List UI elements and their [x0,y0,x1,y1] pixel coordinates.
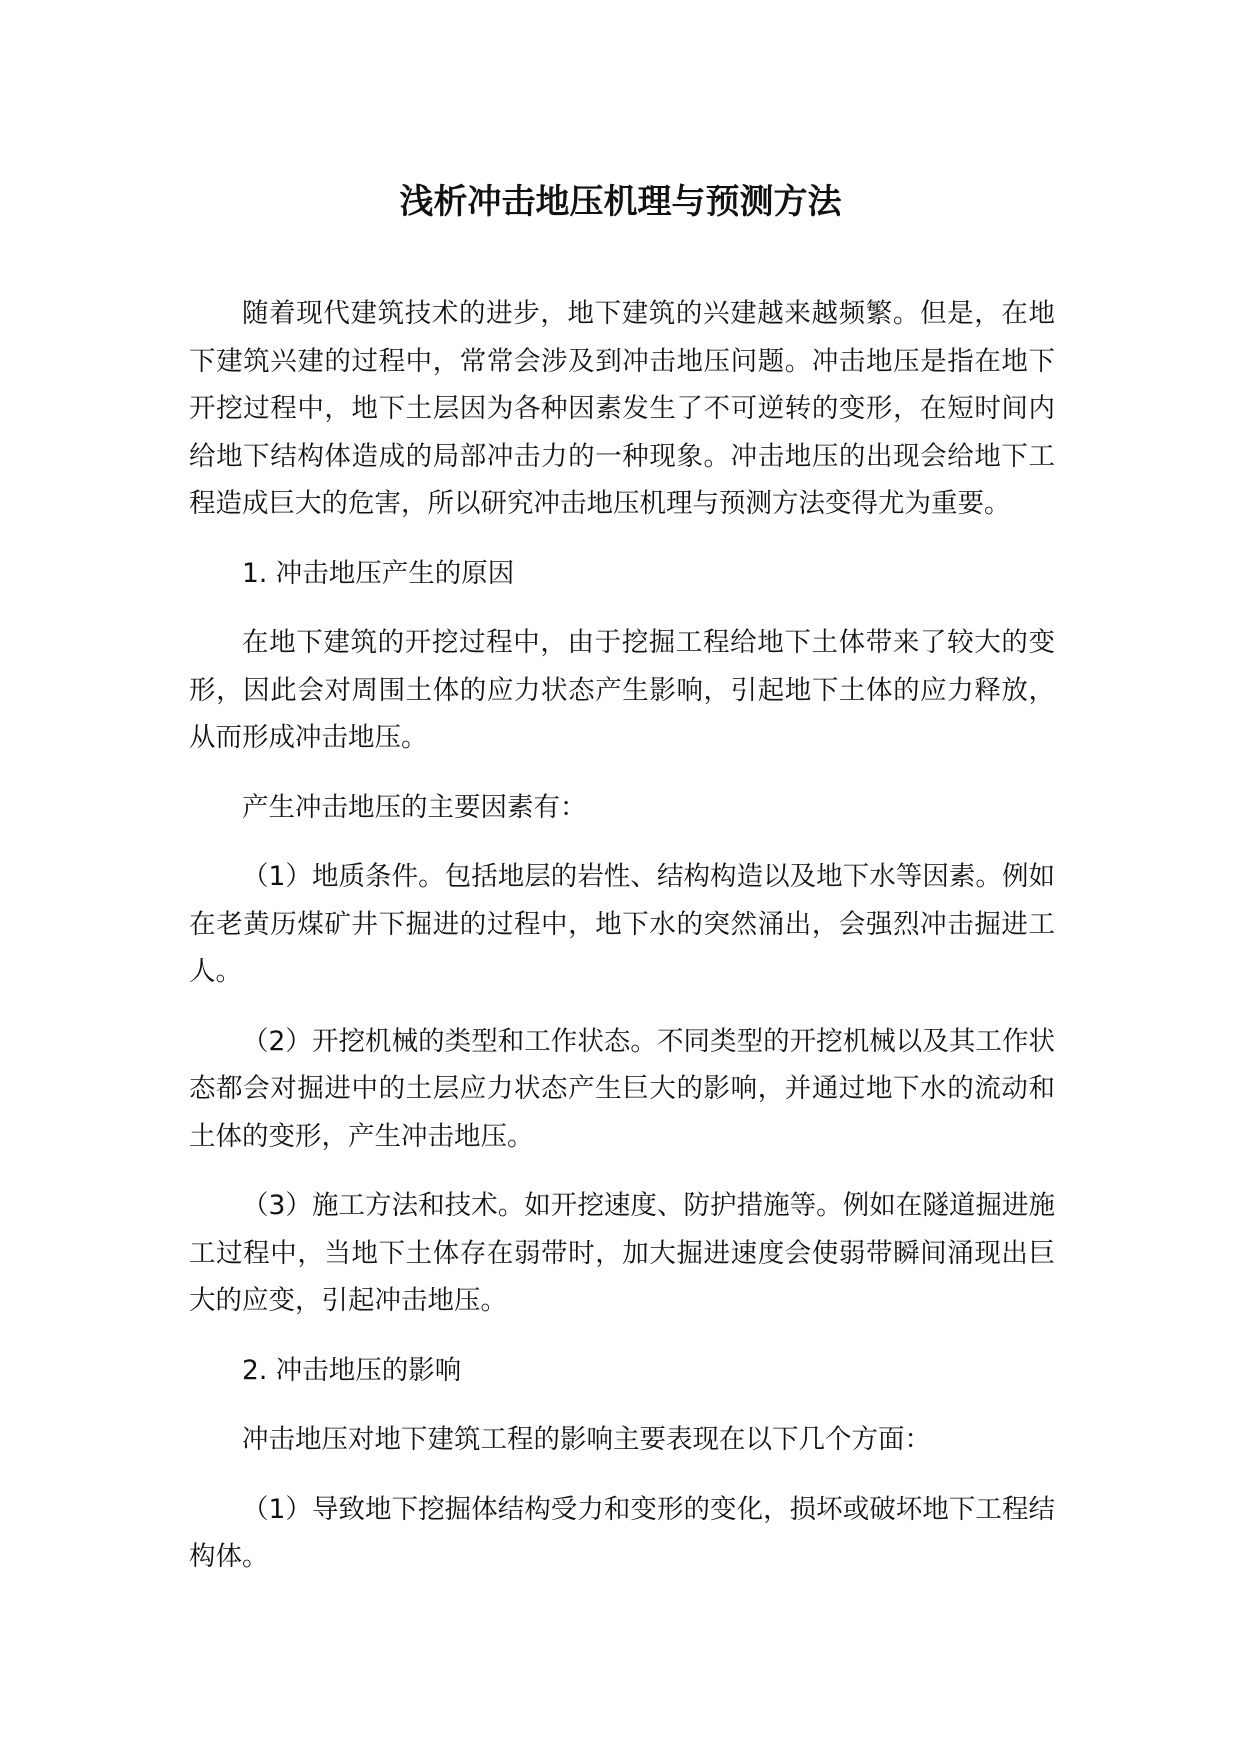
intro-paragraph: 随着现代建筑技术的进步，地下建筑的兴建越来越频繁。但是，在地下建筑兴建的过程中，常常会涉及到冲击地压问题。冲击地压是指在地下开挖过程中，地下土层因为各种因素发生了不可逆转的变形，在短时间内给地下结构体造成的局部冲击力的一种现象。冲击地压的出现会给地下工程造成巨大的危害，所以研究冲击地压机理与预测方法变得尤为重要。 [189,298,1055,519]
causes-paragraph: 在地下建筑的开挖过程中，由于挖掘工程给地下土体带来了较大的变形，因此会对周围土体的应力状态产生影响，引起地下土体的应力释放，从而形成冲击地压。 [189,627,1055,753]
document-body [189,290,1055,1603]
section-heading-causes: 1. 冲击地压产生的原因 [242,557,515,589]
document-title: 浅析冲击地压机理与预测方法 [399,182,842,222]
factor-3-paragraph: （3）施工方法和技术。如开挖速度、防护措施等。例如在隧道掘进施工过程中，当地下土体存在弱带时，加大掘进速度会使弱带瞬间涌现出巨大的应变，引起冲击地压。 [189,1190,1055,1316]
effects-intro-paragraph: 冲击地压对地下建筑工程的影响主要表现在以下几个方面： [242,1424,931,1455]
section-heading-effects: 2. 冲击地压的影响 [242,1354,462,1386]
effect-1-paragraph: （1）导致地下挖掘体结构受力和变形的变化，损坏或破坏地下工程结构体。 [189,1493,1055,1572]
factor-2-paragraph: （2）开挖机械的类型和工作状态。不同类型的开挖机械以及其工作状态都会对掘进中的土层应力状态产生巨大的影响，并通过地下水的流动和土体的变形，产生冲击地压。 [189,1025,1055,1152]
factor-1-paragraph: （1）地质条件。包括地层的岩性、结构构造以及地下水等因素。例如在老黄历煤矿井下掘进的过程中，地下水的突然涌出，会强烈冲击掘进工人。 [189,861,1055,987]
factors-intro-paragraph: 产生冲击地压的主要因素有： [242,791,587,823]
